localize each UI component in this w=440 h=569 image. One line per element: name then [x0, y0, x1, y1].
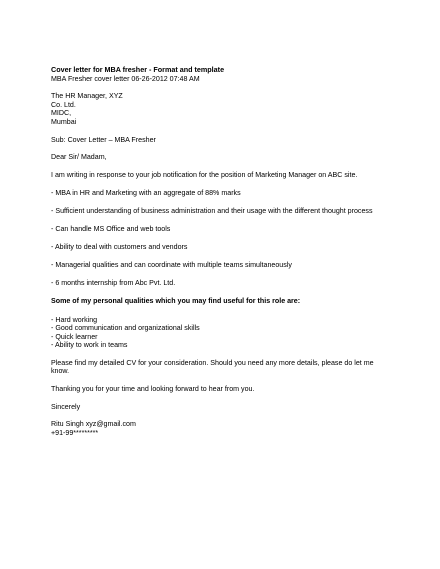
quality-item: - Ability to work in teams: [51, 341, 128, 350]
qualities-heading: Some of my personal qualities which you may find useful for this role are:: [51, 297, 301, 306]
qualities-list: [51, 316, 391, 350]
recipient-line: MIDC,: [51, 109, 72, 118]
point-item: - 6 months internship from Abc Pvt. Ltd.: [51, 279, 176, 288]
subject-line: Sub: Cover Letter – MBA Fresher: [51, 135, 156, 144]
salutation: Dear Sir/ Madam,: [51, 153, 107, 162]
thanks-paragraph: Thanking you for your time and looking forward to hear from you.: [51, 385, 255, 394]
recipient-line: Co. Ltd.: [51, 100, 76, 109]
cv-note-paragraph: Please find my detailed CV for your consideration. Should you need any more details, please do let me know.: [51, 358, 374, 376]
quality-item: - Quick learner: [51, 332, 98, 341]
quality-item: - Good communication and organizational skills: [51, 324, 200, 333]
point-item: - Sufficient understanding of business administration and their usage with the different thought process: [51, 206, 373, 215]
signature-name: Ritu Singh xyz@gmail.com: [51, 420, 136, 429]
point-item: - MBA in HR and Marketing with an aggregate of 88% marks: [51, 188, 241, 197]
point-item: - Ability to deal with customers and vendors: [51, 243, 188, 252]
point-item: - Can handle MS Office and web tools: [51, 225, 171, 234]
quality-item: - Hard working: [51, 315, 98, 324]
point-item: - Managerial qualities and can coordinate with multiple teams simultaneously: [51, 261, 292, 270]
signature-block: [51, 420, 391, 437]
closing: Sincerely: [51, 402, 81, 411]
signature-phone: +91-99*********: [51, 428, 99, 437]
recipient-line: The HR Manager, XYZ: [51, 92, 123, 101]
document-subtitle: MBA Fresher cover letter 06-26-2012 07:48 AM: [51, 74, 200, 83]
document-title: Cover letter for MBA fresher - Format and template: [51, 65, 225, 74]
intro-paragraph: I am writing in response to your job notification for the position of Marketing Manager on ABC site.: [51, 170, 358, 179]
recipient-line: Mumbai: [51, 117, 77, 126]
recipient-address: [51, 92, 391, 126]
letter-content: [51, 66, 391, 437]
